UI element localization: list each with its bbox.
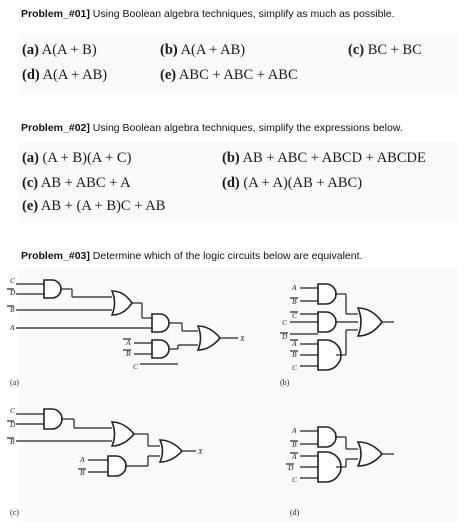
- and-gate: [318, 427, 336, 447]
- item-label: (e): [22, 198, 39, 214]
- input-label-c: C: [10, 406, 16, 415]
- and-gate: [152, 314, 169, 332]
- item-label: (a): [22, 42, 39, 58]
- expression: ABC + ABC + ABC: [178, 67, 298, 83]
- input-label-c: C: [133, 362, 139, 371]
- input-label-b: B: [126, 349, 131, 358]
- item-label: (c): [348, 42, 365, 58]
- input-label-d: D: [282, 332, 288, 341]
- or-gate: [112, 422, 134, 446]
- input-label-b: B: [10, 437, 15, 446]
- item-label: (e): [160, 67, 177, 83]
- input-label-c: C: [292, 363, 298, 372]
- input-label-b: B: [10, 305, 15, 314]
- expression: AB + ABC + A: [40, 175, 131, 191]
- and-gate: [318, 284, 336, 304]
- caption-a: (a): [10, 378, 19, 387]
- expression: AB + (A + B)C + AB: [40, 198, 166, 214]
- input-label-d: D: [10, 288, 16, 297]
- or-gate: [112, 291, 132, 315]
- input-label-b: B: [292, 440, 297, 449]
- input-label-a: A: [10, 323, 15, 332]
- problem-2-instruction: Using Boolean algebra techniques, simplify the expressions below.: [92, 122, 403, 134]
- or-gate: [358, 442, 382, 466]
- circuit-b: [280, 283, 394, 387]
- input-label-d: D: [10, 420, 16, 429]
- and-gate: [152, 340, 169, 358]
- input-label-b: B: [292, 350, 297, 359]
- input-label-d: D: [288, 463, 294, 472]
- item-label: (d): [22, 67, 40, 83]
- input-label-a: A: [292, 426, 297, 435]
- input-label-c: C: [292, 311, 298, 320]
- and-gate: [108, 456, 126, 476]
- input-label-a: A: [292, 283, 297, 292]
- circuit-a: [7, 276, 245, 387]
- caption-d: (d): [290, 508, 300, 517]
- expression: (A + B)(A + C): [42, 150, 132, 166]
- input-label-b: B: [292, 297, 297, 306]
- output-label-x: X: [240, 334, 245, 343]
- input-label-b: B: [80, 468, 85, 477]
- problem-1-instruction: Using Boolean algebra techniques, simplify as much as possible.: [92, 8, 395, 20]
- input-label-c: C: [10, 276, 16, 285]
- expression: A(A + AB): [42, 67, 108, 83]
- item-label: (b): [222, 150, 240, 166]
- input-label-c: C: [292, 475, 298, 484]
- problem-2-number: Problem_#02]: [21, 122, 90, 134]
- expression: (A + A)(AB + ABC): [243, 175, 363, 191]
- or-gate: [198, 326, 220, 350]
- item-label: (a): [22, 150, 39, 166]
- or-gate: [160, 440, 182, 462]
- input-label-a: A: [80, 455, 85, 464]
- circuit-d: [286, 426, 394, 517]
- and-gate: [44, 409, 62, 429]
- input-label-a: A: [126, 338, 131, 347]
- expression: BC + BC: [367, 42, 422, 58]
- caption-b: (b): [280, 378, 290, 387]
- or-gate: [358, 308, 382, 336]
- and-gate: [44, 280, 61, 298]
- problem-1-number: Problem_#01]: [21, 8, 90, 20]
- expression: AB + ABC + ABCD + ABCDE: [242, 150, 426, 166]
- item-label: (d): [222, 175, 240, 191]
- expression: A(A + AB): [180, 42, 246, 58]
- circuit-c: [7, 406, 203, 517]
- expression: A(A + B): [41, 42, 97, 58]
- input-label-c: C: [282, 318, 288, 327]
- input-label-a: A: [292, 452, 297, 461]
- item-label: (c): [22, 175, 39, 191]
- output-label-x: X: [198, 447, 203, 456]
- problem-3-instruction: Determine which of the logic circuits below are equivalent.: [92, 250, 363, 262]
- caption-c: (c): [10, 508, 19, 517]
- problem-3-number: Problem_#03]: [21, 250, 90, 262]
- and-gate: [318, 312, 336, 332]
- item-label: (b): [160, 42, 178, 58]
- input-label-a: A: [292, 339, 297, 348]
